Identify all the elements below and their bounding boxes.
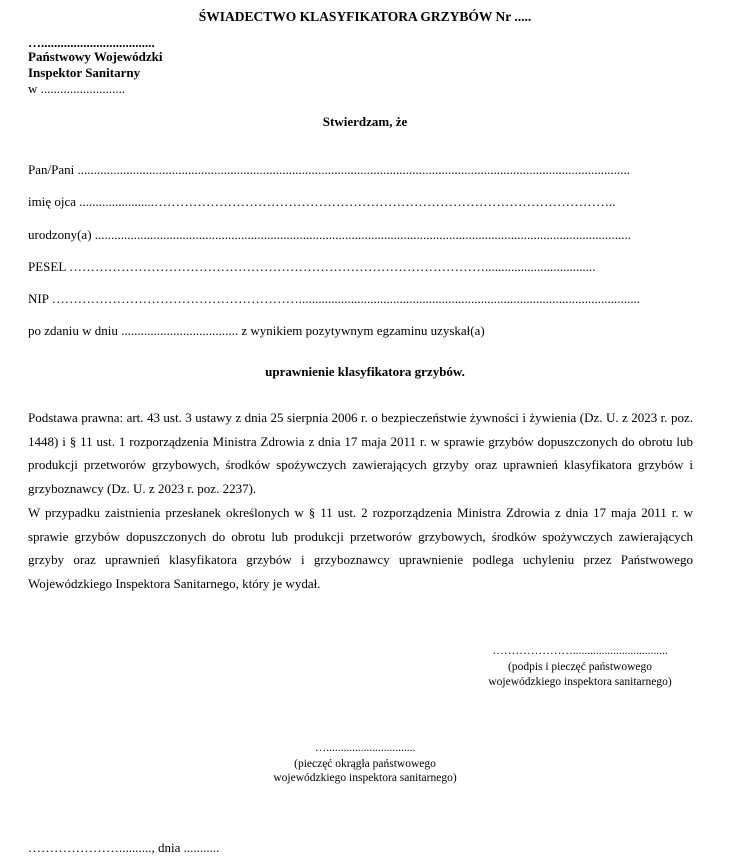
signature-label-line-2: wojewódzkiego inspektora sanitarnego) — [488, 676, 672, 688]
field-born: urodzony(a) ..................................................................................................................................................................... — [28, 227, 632, 242]
seal-label-line-2: wojewódzkiego inspektora sanitarnego) — [273, 772, 457, 784]
issuer-line-1: Państwowy Wojewódzki — [28, 49, 163, 64]
legal-basis-paragraph: Podstawa prawna: art. 43 ust. 3 ustawy z dnia 25 sierpnia 2006 r. o bezpieczeństwie żywności i żywienia (Dz. U. z 2023 r. poz. 1448) i § 11 ust. 1 rozporządzenia Ministra Zdrowia z dnia 17 maja 2011 r. w sprawie grzybów dopuszczonych do obrotu lub produkcji przetworów grzybowych, środków spożywczych zawierających grzyby oraz uprawnień klasyfikatora grzybów i grzyboznawcy (Dz. U. z 2023 r. poz. 2237). — [28, 410, 693, 496]
field-exam-date: po zdaniu w dniu .................................... z wynikiem pozytywnym egzaminu uzyskał(a) — [28, 323, 485, 338]
signature-label-line-1: (podpis i pieczęć państwowego — [507, 661, 653, 673]
place-date-line: ………………….........., dnia ........... — [28, 840, 220, 855]
field-father-name: imię ojca .......................…………………………………………………………………………………………….. — [28, 194, 616, 209]
field-name: Pan/Pani .......................................................................................................................................................................... — [28, 162, 630, 177]
statement-heading: Stwierdzam, że — [322, 114, 408, 129]
field-nip: NIP …………………………………………………......................................................................................................... — [28, 291, 640, 306]
seal-dots: …............................... — [314, 742, 416, 754]
field-pesel: PESEL …………………………………………………………………………………….................................. — [28, 259, 596, 274]
issuer-location-line: w .......................... — [28, 81, 126, 96]
document-title: ŚWIADECTWO KLASYFIKATORA GRZYBÓW Nr ..... — [198, 9, 532, 24]
signature-dots: …………………................................. — [492, 645, 668, 657]
issuer-line-2: Inspektor Sanitarny — [28, 65, 141, 80]
permission-heading: uprawnienie klasyfikatora grzybów. — [265, 364, 465, 379]
certificate-number-line: …................................... — [28, 35, 155, 50]
seal-label-line-1: (pieczęć okrągła państwowego — [294, 758, 436, 770]
revocation-paragraph: W przypadku zaistnienia przesłanek określonych w § 11 ust. 2 rozporządzenia Ministra Zdrowia z dnia 17 maja 2011 r. w sprawie grzybów dopuszczonych do obrotu lub produkcji przetworów grzybowych, środków spożywczych zawierających grzyby oraz uprawnień klasyfikatora grzybów i grzyboznawcy uprawnienie podlega uchyleniu przez Państwowego Wojewódzkiego Inspektora Sanitarnego, który je wydał. — [28, 505, 693, 591]
